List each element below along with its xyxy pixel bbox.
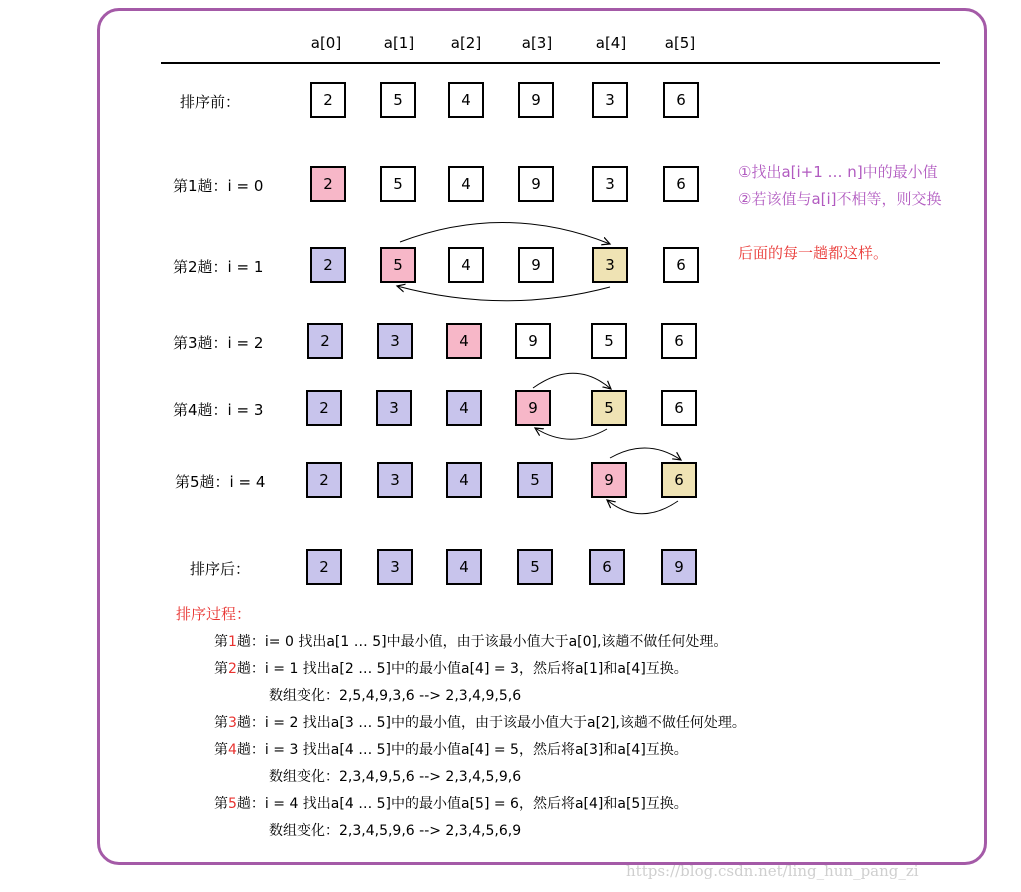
process-line-1 (214, 658, 688, 678)
cell-r2-c1: 5 (380, 247, 416, 283)
header-a1: a[1] (383, 34, 415, 52)
process-line-5-text: 数组变化：2,3,4,9,5,6 --> 2,3,4,5,9,6 (269, 769, 522, 785)
process-line-1-mid: 趟 (236, 661, 251, 677)
cell-r5-c2: 4 (446, 462, 482, 498)
swap-arrow-top-row2 (400, 222, 610, 244)
cell-r5-c5: 6 (661, 462, 697, 498)
cell-r6-c3: 5 (517, 549, 553, 585)
process-line-0-pre: 第 (214, 634, 228, 650)
cell-r5-c3: 5 (517, 462, 553, 498)
header-a5: a[5] (664, 34, 696, 52)
header-a4: a[4] (595, 34, 627, 52)
row-label-5: 第5趟：i = 4 (175, 473, 266, 491)
row-label-2: 第2趟：i = 1 (173, 258, 264, 276)
cell-r3-c5: 6 (661, 323, 697, 359)
cell-r2-c2: 4 (448, 247, 484, 283)
cell-r6-c1: 3 (377, 549, 413, 585)
process-line-4-text: ：i = 3 找出a[4 … 5]中的最小值a[4] = 5，然后将a[3]和a[4]互换。 (250, 742, 688, 758)
process-line-3-mid: 趟 (236, 715, 251, 731)
process-line-7 (269, 820, 521, 840)
note-line-1: ①找出a[i+1 … n]中的最小值 (738, 163, 938, 181)
cell-r6-c2: 4 (446, 549, 482, 585)
cell-r3-c0: 2 (307, 323, 343, 359)
process-line-4 (214, 739, 688, 759)
cell-r6-c0: 2 (306, 549, 342, 585)
cell-r3-c4: 5 (591, 323, 627, 359)
process-line-4-mid: 趟 (236, 742, 251, 758)
cell-r5-c0: 2 (306, 462, 342, 498)
cell-r4-c4: 5 (591, 390, 627, 426)
cell-r6-c5: 9 (661, 549, 697, 585)
watermark: https://blog.csdn.net/ling_hun_pang_zi (626, 862, 919, 880)
cell-r5-c4: 9 (591, 462, 627, 498)
cell-r2-c3: 9 (518, 247, 554, 283)
process-line-3-text: ：i = 2 找出a[3 … 5]中的最小值，由于该最小值大于a[2],该趟不做任何处理。 (250, 715, 746, 731)
header-a0: a[0] (310, 34, 342, 52)
swap-arrow-top-row4 (533, 373, 611, 389)
cell-r2-c5: 6 (663, 247, 699, 283)
cell-r0-c2: 4 (448, 82, 484, 118)
process-line-0 (214, 631, 727, 651)
process-line-6-pre: 第 (214, 796, 228, 812)
process-title: 排序过程： (176, 605, 252, 623)
cell-r6-c4: 6 (589, 549, 625, 585)
row-label-6: 排序后： (190, 560, 251, 578)
swap-arrow-top-row5 (610, 448, 681, 460)
process-line-6-num: 5 (228, 796, 237, 812)
process-line-5 (269, 766, 521, 786)
header-a2: a[2] (450, 34, 482, 52)
process-line-0-mid: 趟 (236, 634, 251, 650)
process-line-6-mid: 趟 (236, 796, 251, 812)
swap-arrow-bottom-row2 (397, 286, 610, 301)
cell-r1-c4: 3 (592, 166, 628, 202)
cell-r4-c3: 9 (515, 390, 551, 426)
process-line-1-num: 2 (228, 661, 237, 677)
process-line-2-text: 数组变化：2,5,4,9,3,6 --> 2,3,4,9,5,6 (269, 688, 522, 704)
cell-r3-c1: 3 (377, 323, 413, 359)
cell-r4-c5: 6 (661, 390, 697, 426)
row-label-4: 第4趟：i = 3 (173, 401, 264, 419)
cell-r0-c4: 3 (592, 82, 628, 118)
process-line-0-num: 1 (228, 634, 237, 650)
cell-r0-c1: 5 (380, 82, 416, 118)
note-line-2: ②若该值与a[i]不相等，则交换 (738, 190, 942, 208)
process-line-3-num: 3 (228, 715, 237, 731)
cell-r4-c0: 2 (306, 390, 342, 426)
cell-r3-c2: 4 (446, 323, 482, 359)
cell-r4-c1: 3 (376, 390, 412, 426)
process-line-1-text: ：i = 1 找出a[2 … 5]中的最小值a[4] = 3，然后将a[1]和a[4]互换。 (250, 661, 688, 677)
process-line-4-pre: 第 (214, 742, 228, 758)
process-line-3 (214, 712, 746, 732)
process-line-4-num: 4 (228, 742, 237, 758)
process-line-7-text: 数组变化：2,3,4,5,9,6 --> 2,3,4,5,6,9 (269, 823, 522, 839)
swap-arrow-bottom-row4 (535, 428, 607, 439)
swap-arrow-bottom-row5 (607, 500, 678, 514)
row-label-3: 第3趟：i = 2 (173, 334, 264, 352)
cell-r1-c0: 2 (310, 166, 346, 202)
cell-r1-c1: 5 (380, 166, 416, 202)
cell-r5-c1: 3 (377, 462, 413, 498)
process-line-0-text: ：i= 0 找出a[1 … 5]中最小值，由于该最小值大于a[0],该趟不做任何处理。 (250, 634, 728, 650)
note-line-3: 后面的每一趟都这样。 (738, 244, 889, 262)
cell-r0-c0: 2 (310, 82, 346, 118)
process-line-3-pre: 第 (214, 715, 228, 731)
row-label-0: 排序前： (180, 93, 241, 111)
cell-r2-c4: 3 (592, 247, 628, 283)
process-line-2 (269, 685, 521, 705)
header-a3: a[3] (521, 34, 553, 52)
cell-r0-c3: 9 (518, 82, 554, 118)
cell-r3-c3: 9 (515, 323, 551, 359)
cell-r1-c3: 9 (518, 166, 554, 202)
process-line-1-pre: 第 (214, 661, 228, 677)
cell-r0-c5: 6 (663, 82, 699, 118)
cell-r1-c5: 6 (663, 166, 699, 202)
process-line-6-text: ：i = 4 找出a[4 … 5]中的最小值a[5] = 6，然后将a[4]和a[5]互换。 (250, 796, 688, 812)
cell-r1-c2: 4 (448, 166, 484, 202)
cell-r4-c2: 4 (446, 390, 482, 426)
process-line-6 (214, 793, 688, 813)
cell-r2-c0: 2 (310, 247, 346, 283)
row-label-1: 第1趟：i = 0 (173, 177, 264, 195)
